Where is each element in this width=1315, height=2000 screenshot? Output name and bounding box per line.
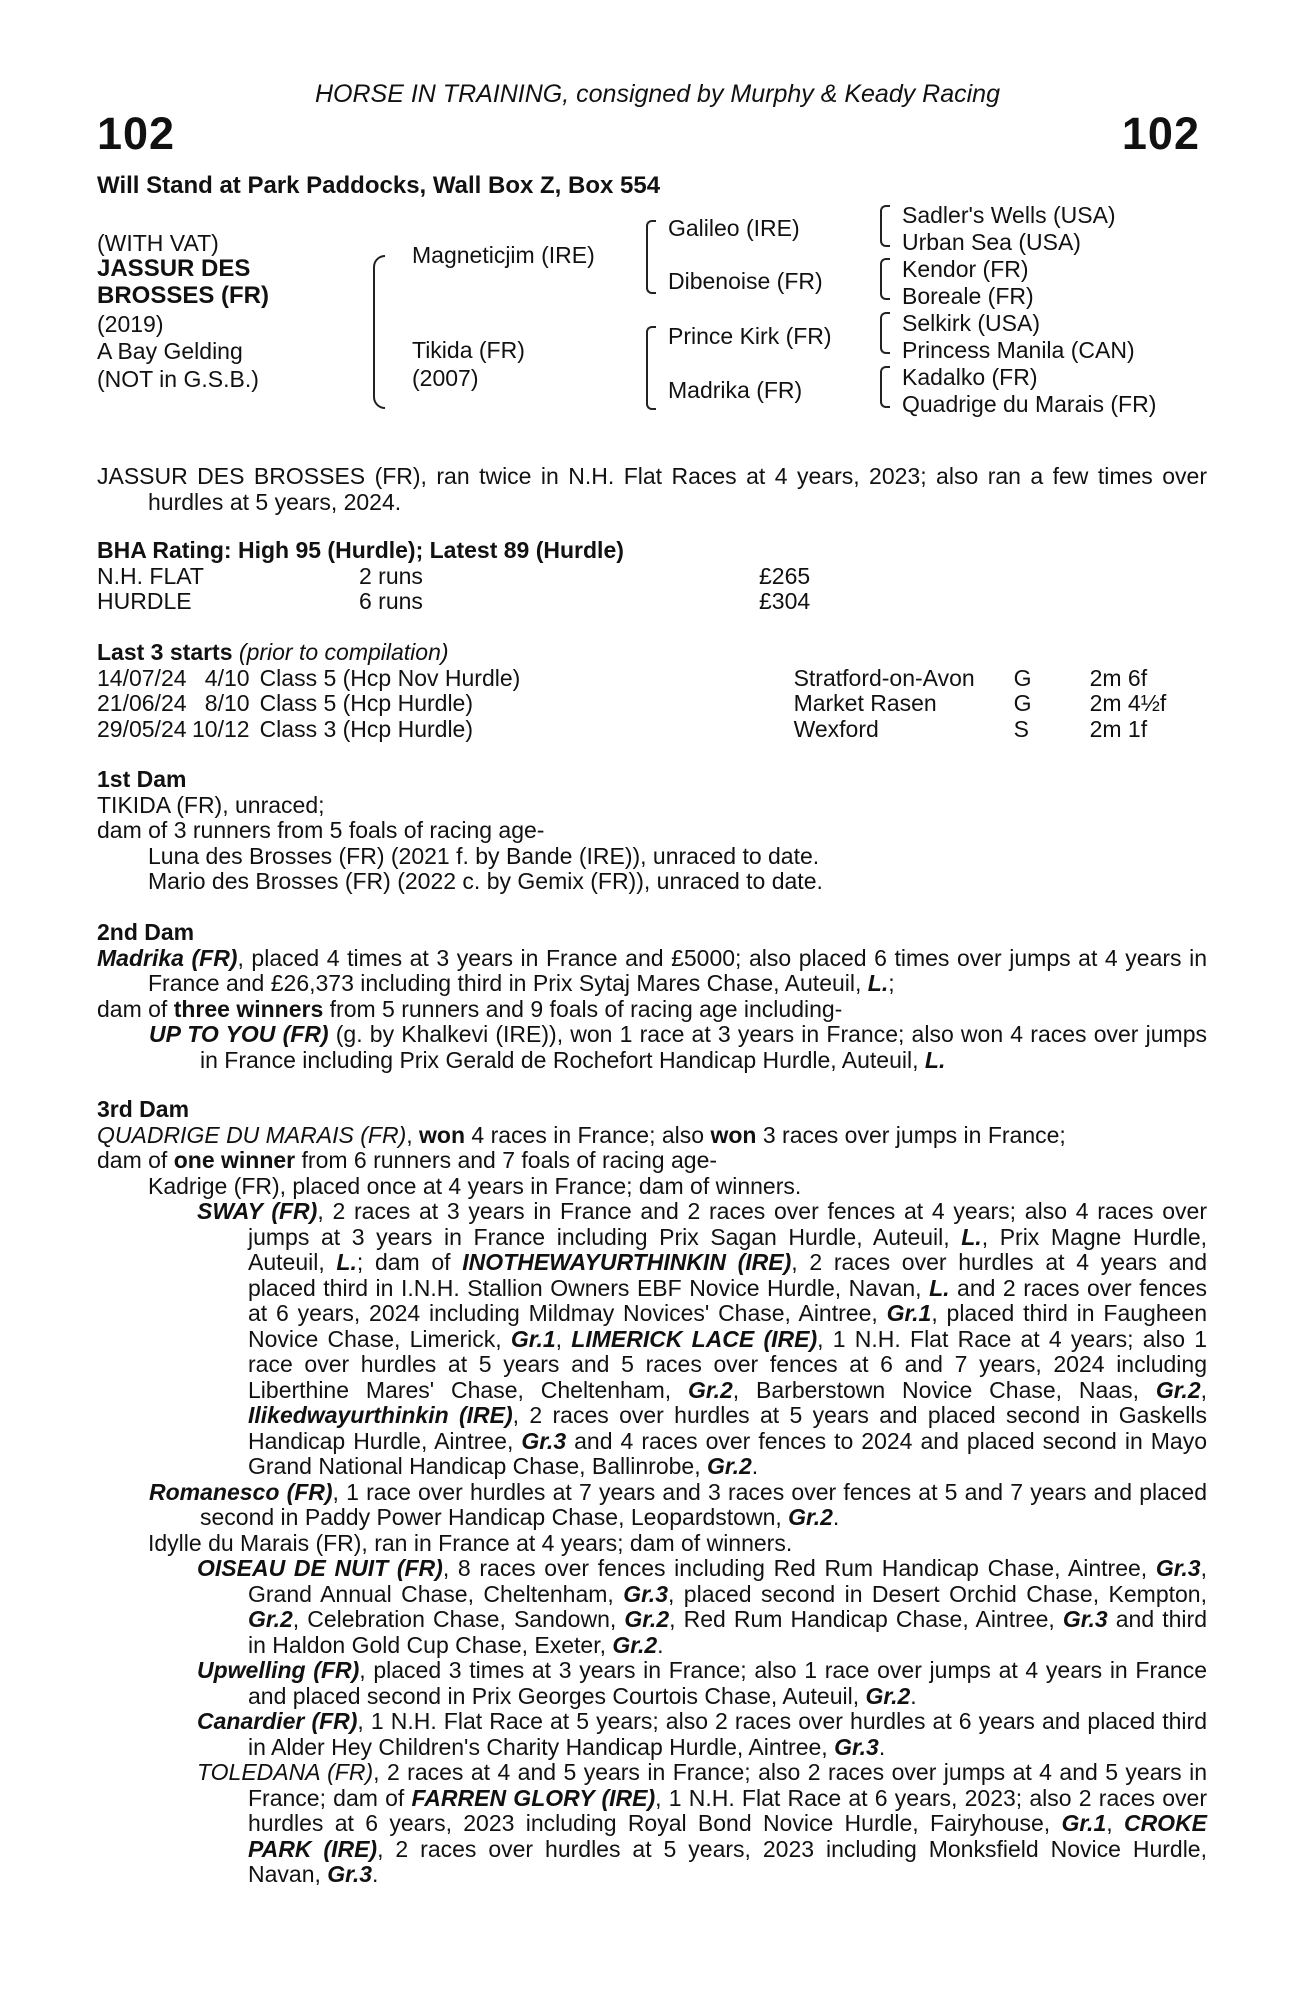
group-mark: Gr.2: [788, 1504, 833, 1530]
punct: .: [832, 1504, 840, 1530]
last-starts-table: [97, 666, 1166, 743]
produce-name: Romanesco (FR): [149, 1478, 333, 1505]
won-text: won: [710, 1121, 757, 1148]
listed-mark: L.: [929, 1274, 950, 1301]
produce-entry-canardier: [97, 1709, 1207, 1760]
summary-block: [97, 464, 1207, 515]
gen3-dss: Selkirk (USA): [902, 310, 1041, 336]
winners-count: one winner: [173, 1147, 296, 1173]
produce-text: , Red Rum Handicap Chase, Aintree,: [669, 1606, 1063, 1632]
produce-name: CROKE PARK (IRE): [248, 1810, 1208, 1862]
start-distance: 2m 6f: [1089, 664, 1148, 691]
group-mark: Gr.2: [248, 1606, 293, 1632]
produce-name: INOTHEWAYURTHINKIN (IRE): [462, 1249, 792, 1275]
start-position: 10/12: [192, 715, 250, 742]
produce-text: , 2 races over hurdles at 4 years and placed third in I.N.H. Stallion Owners EBF Novice Hurdle, Navan,: [248, 1249, 1208, 1301]
stand-location: Will Stand at Park Paddocks, Wall Box Z, Box 554: [97, 172, 661, 199]
group-mark: Gr.1: [510, 1325, 556, 1352]
start-position: 8/10: [204, 690, 250, 716]
group-mark: Gr.2: [865, 1682, 911, 1709]
punct: .: [910, 1682, 917, 1709]
dam-of-text: from 6 runners and 7 foals of racing age-: [295, 1147, 718, 1173]
listed-mark: L.: [924, 1046, 946, 1073]
produce-text: , placed second in Desert Orchid Chase, Kempton,: [668, 1580, 1207, 1607]
bha-table: [97, 564, 810, 615]
third-dam-name: QUADRIGE DU MARAIS (FR): [97, 1121, 407, 1148]
group-mark: Gr.3: [1062, 1606, 1108, 1632]
produce-entry-sway: [97, 1199, 1207, 1480]
gen3-brace-4: [880, 366, 890, 408]
bha-prize: £265: [759, 562, 811, 589]
horse-name-line1: JASSUR DES: [97, 255, 251, 282]
foal-entry: Mario des Brosses (FR) (2022 c. by Gemix (FR)), unraced to date.: [148, 868, 823, 894]
produce-text: , placed third in Faugheen Novice Chase, Limerick,: [248, 1300, 1207, 1352]
listed-mark: L.: [336, 1249, 357, 1275]
punct: ;: [888, 970, 895, 996]
group-mark: Gr.2: [688, 1376, 733, 1403]
gen3-sss: Sadler's Wells (USA): [902, 202, 1116, 228]
gen3-ddd: Quadrige du Marais (FR): [902, 391, 1157, 417]
gen3-dsd: Princess Manila (CAN): [902, 337, 1135, 363]
first-dam-line1: TIKIDA (FR), unraced;: [97, 791, 325, 818]
produce-text: , placed 3 times at 3 years in France; also 1 race over jumps at 4 years in France and placed second in Prix Georges Courtois Chase, Auteuil,: [248, 1657, 1207, 1709]
produce-entry: Kadrige (FR), placed once at 4 years in France; dam of winners.: [148, 1172, 802, 1199]
group-mark: Gr.3: [327, 1861, 373, 1887]
sire-brace: [646, 220, 656, 294]
group-mark: Gr.2: [612, 1631, 658, 1658]
punct: ,: [1200, 1376, 1208, 1403]
start-race: Class 5 (Hcp Nov Hurdle): [259, 664, 521, 691]
second-dam-name: Madrika (FR): [97, 944, 238, 971]
third-dam-title: 3rd Dam: [97, 1096, 190, 1122]
punct: ,: [406, 1121, 420, 1148]
race-summary: JASSUR DES BROSSES (FR), ran twice in N.H. Flat Races at 4 years, 2023; also ran a few times over hurdles at 5 years, 2024.: [97, 463, 1207, 515]
dam-of-text: dam of: [97, 1147, 174, 1173]
punct: ,: [555, 1325, 572, 1352]
start-course: Wexford: [793, 715, 879, 742]
produce-text: , Barberstown Novice Chase, Naas,: [732, 1376, 1156, 1403]
group-mark: Gr.1: [1061, 1810, 1107, 1836]
lot-number-right: 102: [1121, 108, 1200, 159]
second-dam-title: 2nd Dam: [97, 919, 195, 945]
produce-entry-romanesco: [97, 1480, 1207, 1531]
group-mark: Gr.2: [707, 1453, 752, 1479]
dam-sire: Prince Kirk (FR): [668, 323, 832, 349]
start-going: G: [1013, 690, 1032, 716]
first-dam-block: [97, 767, 1207, 895]
produce-text: , 8 races over fences including Red Rum Handicap Chase, Aintree,: [442, 1555, 1156, 1581]
produce-name: FARREN GLORY (IRE): [411, 1784, 656, 1811]
produce-text: (g. by Khalkevi (IRE)), won 1 race at 3 years in France; also won 4 races over jumps in France including Prix Gerald de Rochefort Handicap Hurdle, Auteuil,: [200, 1021, 1207, 1073]
punct: ,: [1106, 1810, 1124, 1836]
bha-type: HURDLE: [97, 588, 192, 614]
third-dam-text: 3 races over jumps in France;: [756, 1121, 1066, 1148]
won-text: won: [419, 1121, 466, 1148]
group-mark: Gr.3: [1155, 1555, 1201, 1581]
produce-entry: Idylle du Marais (FR), ran in France at 4 years; dam of winners.: [148, 1529, 793, 1556]
produce-text: , 1 N.H. Flat Race at 4 years; also 1 race over hurdles at 5 years and 5 races over fences at 6 and 7 years, 2024 including Liberthine Mares' Chase, Cheltenham,: [248, 1325, 1208, 1403]
third-dam-block: [97, 1097, 1207, 1888]
listed-mark: L.: [867, 970, 889, 996]
produce-text: , 1 N.H. Flat Race at 5 years; also 2 races over hurdles at 6 years and placed third in Alder Hey Children's Charity Handicap Hurdle, Aintree,: [248, 1708, 1207, 1760]
bha-runs: 2 runs: [359, 562, 423, 589]
table-row: [97, 589, 810, 615]
punct: .: [372, 1861, 379, 1887]
produce-entry-toledana: [97, 1760, 1207, 1888]
dam-dam: Madrika (FR): [668, 377, 803, 403]
start-going: G: [1013, 664, 1032, 691]
dam-of-text: dam of: [97, 995, 174, 1022]
start-distance: 2m 4½f: [1089, 690, 1167, 716]
produce-text: , 2 races over hurdles at 5 years, 2023 including Monksfield Novice Hurdle, Navan,: [248, 1835, 1207, 1887]
start-going: S: [1013, 715, 1029, 742]
sire-sire: Galileo (IRE): [668, 215, 800, 241]
produce-text: , Grand Annual Chase, Cheltenham,: [248, 1555, 1207, 1607]
horse-gsb: (NOT in G.S.B.): [97, 366, 259, 392]
table-row: [97, 564, 810, 590]
listed-mark: L.: [961, 1223, 982, 1250]
punct: .: [657, 1631, 664, 1658]
pedigree-brace: [373, 255, 385, 409]
first-dam-line2: dam of 3 runners from 5 foals of racing age-: [97, 817, 545, 843]
group-mark: Gr.3: [623, 1580, 668, 1607]
gen3-brace-2: [880, 258, 890, 300]
produce-name: TOLEDANA (FR): [197, 1759, 374, 1785]
dam-brace: [646, 326, 656, 410]
produce-text: and 4 races over fences to 2024 and placed second in Mayo Grand National Handicap Chase, Ballinrobe,: [248, 1427, 1207, 1479]
produce-text: , Prix Magne Hurdle, Auteuil,: [248, 1223, 1207, 1275]
start-position: 4/10: [204, 664, 250, 691]
start-date: 14/07/24: [97, 664, 187, 691]
produce-text: , 2 races at 3 years in France and 2 races over fences at 4 years; also 4 races over jumps at 3 years in France including Prix Sagan Hurdle, Auteuil,: [248, 1198, 1207, 1250]
produce-name: OISEAU DE NUIT (FR): [197, 1555, 443, 1581]
produce-text: ; dam of: [356, 1249, 463, 1275]
horse-description: A Bay Gelding: [97, 338, 243, 364]
produce-text: and 2 races over fences at 6 years, 2024 including Mildmay Novices' Chase, Aintree,: [248, 1274, 1207, 1326]
start-date: 29/05/24: [97, 715, 187, 742]
horse-vat: (WITH VAT): [97, 230, 219, 256]
bha-runs: 6 runs: [359, 588, 423, 614]
second-dam-text: , placed 4 times at 3 years in France and £5000; also placed 6 times over jumps at 4 years in France and £26,373 including third in Prix Sytaj Mares Chase, Auteuil,: [148, 944, 1207, 996]
start-race: Class 3 (Hcp Hurdle): [259, 715, 474, 742]
horse-name-line2: BROSSES (FR): [97, 282, 270, 309]
produce-text: , 1 race over hurdles at 7 years and 3 races over fences at 5 and 7 years and placed second in Paddy Power Handicap Chase, Leopardstown,: [200, 1478, 1207, 1530]
start-distance: 2m 1f: [1089, 715, 1148, 742]
gen3-sds: Kendor (FR): [902, 256, 1029, 282]
gen3-ssd: Urban Sea (USA): [902, 229, 1081, 255]
group-mark: Gr.2: [624, 1606, 670, 1632]
bha-rating-title: BHA Rating: High 95 (Hurdle); Latest 89 (Hurdle): [97, 537, 624, 563]
second-dam-block: [97, 920, 1207, 1073]
produce-text: , 2 races at 4 and 5 years in France; also 2 races over jumps at 4 and 5 years in France; dam of: [248, 1759, 1207, 1811]
group-mark: Gr.3: [834, 1733, 879, 1760]
last-starts-note: (prior to compilation): [238, 639, 449, 665]
produce-entry-upwelling: [97, 1658, 1207, 1709]
sire-name: Magneticjim (IRE): [412, 242, 595, 268]
last-starts-block: [97, 640, 1207, 742]
table-row: [97, 717, 1166, 743]
produce-text: , Celebration Chase, Sandown,: [292, 1606, 625, 1632]
produce-text: , 1 N.H. Flat Race at 6 years, 2023; also 2 races over hurdles at 6 years, 2023 including Royal Bond Novice Hurdle, Fairyhouse,: [248, 1784, 1207, 1836]
start-course: Market Rasen: [793, 690, 937, 716]
produce-name: Canardier (FR): [197, 1708, 358, 1734]
bha-prize: £304: [759, 588, 811, 614]
horse-year: (2019): [97, 311, 164, 337]
group-mark: Gr.2: [1155, 1376, 1201, 1403]
produce-name: LIMERICK LACE (IRE): [571, 1325, 818, 1352]
dam-year: (2007): [412, 365, 479, 391]
produce-name: Ilikedwayurthinkin (IRE): [248, 1402, 513, 1428]
first-dam-title: 1st Dam: [97, 766, 187, 792]
dam-of-text: from 5 runners and 9 foals of racing age including-: [323, 995, 843, 1022]
produce-name: UP TO YOU (FR): [149, 1021, 329, 1047]
winners-count: three winners: [173, 995, 324, 1022]
third-dam-text: 4 races in France; also: [465, 1121, 711, 1148]
last-starts-title: Last 3 starts: [97, 639, 233, 665]
gen3-brace-3: [880, 312, 890, 354]
produce-text: , 2 races over hurdles at 5 years and placed second in Gaskells Handicap Hurdle, Aintree,: [248, 1402, 1207, 1454]
start-course: Stratford-on-Avon: [793, 664, 975, 691]
dam-name: Tikida (FR): [412, 337, 525, 363]
bha-block: [97, 538, 1207, 615]
bha-type: N.H. FLAT: [97, 562, 204, 589]
gen3-brace-1: [880, 205, 890, 247]
gen3-sdd: Boreale (FR): [902, 283, 1034, 309]
group-mark: Gr.1: [886, 1300, 932, 1326]
punct: .: [878, 1733, 886, 1760]
group-mark: Gr.3: [521, 1427, 567, 1454]
sire-dam: Dibenoise (FR): [668, 268, 823, 294]
start-race: Class 5 (Hcp Hurdle): [259, 690, 474, 716]
foal-entry: Luna des Brosses (FR) (2021 f. by Bande (IRE)), unraced to date.: [148, 842, 820, 869]
start-date: 21/06/24: [97, 690, 187, 716]
gen3-dds: Kadalko (FR): [902, 364, 1038, 390]
table-row: [97, 691, 1166, 717]
produce-name: SWAY (FR): [197, 1198, 318, 1224]
table-row: [97, 666, 1166, 692]
produce-name: Upwelling (FR): [197, 1657, 360, 1683]
lot-number: 102: [97, 108, 176, 159]
produce-entry-oiseau: [97, 1556, 1207, 1658]
consignor-line: HORSE IN TRAINING, consigned by Murphy & Keady Racing: [315, 80, 1000, 108]
punct: .: [751, 1453, 759, 1479]
produce-text: and third in Haldon Gold Cup Chase, Exeter,: [248, 1606, 1207, 1658]
